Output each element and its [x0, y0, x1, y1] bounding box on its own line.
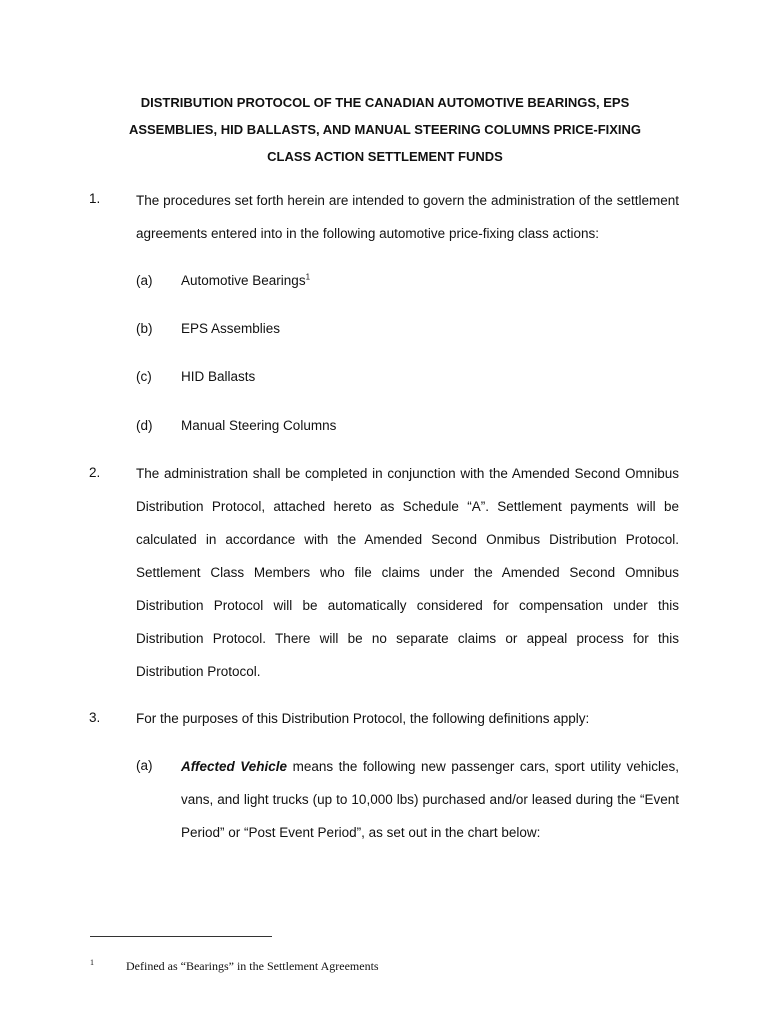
document-title — [60, 89, 710, 170]
footnote-text: Defined as “Bearings” in the Settlement Agreements — [126, 959, 379, 973]
definition-text — [181, 750, 679, 849]
item-label: (a) — [136, 758, 153, 773]
footnote-ref: 1 — [305, 272, 311, 282]
text-line: Distribution Protocol will be automatically considered for compensation under this — [136, 598, 679, 613]
paragraph-number: 3. — [89, 710, 101, 725]
item-label: (a) — [136, 273, 153, 288]
title-line-1: DISTRIBUTION PROTOCOL OF THE CANADIAN AUTOMOTIVE BEARINGS, EPS — [140, 95, 630, 110]
item-label: (b) — [136, 321, 153, 336]
footnote-number: 1 — [90, 958, 94, 967]
text-line: Distribution Protocol. There will be no separate claims or appeal process for this — [136, 631, 679, 646]
paragraph-number: 2. — [89, 465, 101, 480]
text-line: Period” or “Post Event Period”, as set out in the chart below: — [181, 825, 541, 840]
title-line-2: ASSEMBLIES, HID BALLASTS, AND MANUAL STEERING COLUMNS PRICE-FIXING — [128, 122, 642, 137]
paragraph-text — [136, 184, 679, 250]
text-line: Distribution Protocol. — [136, 664, 261, 679]
paragraph-text — [136, 702, 679, 735]
text-line: calculated in accordance with the Amended Second Onmibus Distribution Protocol. — [136, 532, 679, 547]
text-line: vans, and light trucks (up to 10,000 lbs) purchased and/or leased during the “Event — [181, 792, 679, 807]
item-text: HID Ballasts — [181, 369, 256, 384]
footnote-separator — [90, 936, 272, 937]
text-line: The procedures set forth herein are intended to govern the administration of the settlement — [136, 193, 679, 208]
text-line: The administration shall be completed in conjunction with the Amended Second Omnibus — [136, 466, 679, 481]
text-segment: means the following new passenger cars, sport utility vehicles, — [287, 759, 679, 774]
text-line: agreements entered into in the following automotive price-fixing class actions: — [136, 226, 599, 241]
text-line: Settlement Class Members who file claims under the Amended Second Omnibus — [136, 565, 679, 580]
paragraph-text — [136, 457, 679, 688]
item-label: (c) — [136, 369, 152, 384]
item-label: (d) — [136, 418, 153, 433]
paragraph-number: 1. — [89, 191, 101, 206]
defined-term: Affected Vehicle — [181, 759, 288, 774]
item-text: Automotive Bearings — [181, 273, 306, 288]
item-text: EPS Assemblies — [181, 321, 281, 336]
text-line: Distribution Protocol, attached hereto as Schedule “A”. Settlement payments will be — [136, 499, 679, 514]
item-text: Manual Steering Columns — [181, 418, 337, 433]
text-line: For the purposes of this Distribution Protocol, the following definitions apply: — [136, 711, 590, 726]
title-line-3: CLASS ACTION SETTLEMENT FUNDS — [267, 149, 503, 164]
